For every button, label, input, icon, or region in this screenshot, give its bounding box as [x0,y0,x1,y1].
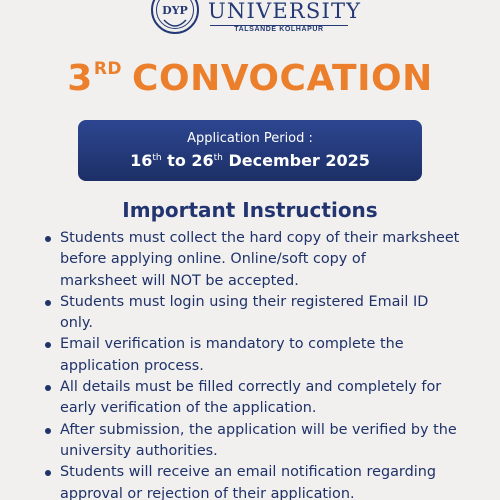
instruction-line [0,462,500,483]
instruction-line [0,377,500,398]
instruction-line [0,249,500,270]
end-day-suffix: th [213,153,223,163]
instruction-text: marksheet will NOT be accepted. [60,272,299,289]
start-day-suffix: th [152,153,162,163]
instruction-text: All details must be filled correctly and completely for [60,379,442,396]
instruction-text: Students must collect the hard copy of their marksheet [60,230,460,246]
instruction-line [0,313,500,334]
instruction-text: Students will receive an email notification regarding [60,464,436,481]
instruction-text: university authorities. [60,442,218,459]
instruction-line [0,484,500,500]
end-day: 26 [191,151,214,170]
title-ordinal-suffix: RD [93,59,123,79]
instruction-line [0,271,500,292]
instruction-text: approval or rejection of their application. [60,485,355,500]
bullet-icon [45,236,51,242]
university-location: TALSANDE KOLHAPUR [234,26,324,33]
instruction-line [0,398,500,419]
instruction-line [0,420,500,441]
seal-text: DYP [162,4,188,17]
instruction-line [0,228,500,249]
instruction-line [0,334,500,355]
bullet-icon [45,385,51,391]
instruction-text: After submission, the application will be verified by the [60,421,457,438]
instructions-heading: Important Instructions [122,198,378,222]
instruction-text: Email verification is mandatory to complete the [60,336,404,353]
instructions-list [0,228,500,500]
instruction-line [0,292,500,313]
period-dates [78,151,422,170]
instruction-text: only. [60,315,93,332]
instruction-text: before applying online. Online/soft copy of [60,251,366,268]
month-year: December 2025 [228,151,370,170]
application-period-box [78,120,422,181]
start-day: 16 [130,151,153,170]
bullet-icon [45,470,51,476]
bullet-icon [45,300,51,306]
instruction-line [0,441,500,462]
period-label: Application Period : [187,131,313,146]
bullet-icon [45,428,51,434]
title-number: 3 [67,58,93,99]
title-word: CONVOCATION [132,58,433,99]
instruction-text: Students must login using their registered Email ID [60,293,429,310]
university-name: UNIVERSITY [208,0,362,23]
date-connector: to [167,151,186,170]
page-title [0,58,500,99]
university-seal-icon [150,0,200,38]
instruction-line [0,356,500,377]
instruction-text: early verification of the application. [60,400,317,417]
instruction-text: application process. [60,357,204,374]
bullet-icon [45,342,51,348]
university-logo [150,0,362,38]
